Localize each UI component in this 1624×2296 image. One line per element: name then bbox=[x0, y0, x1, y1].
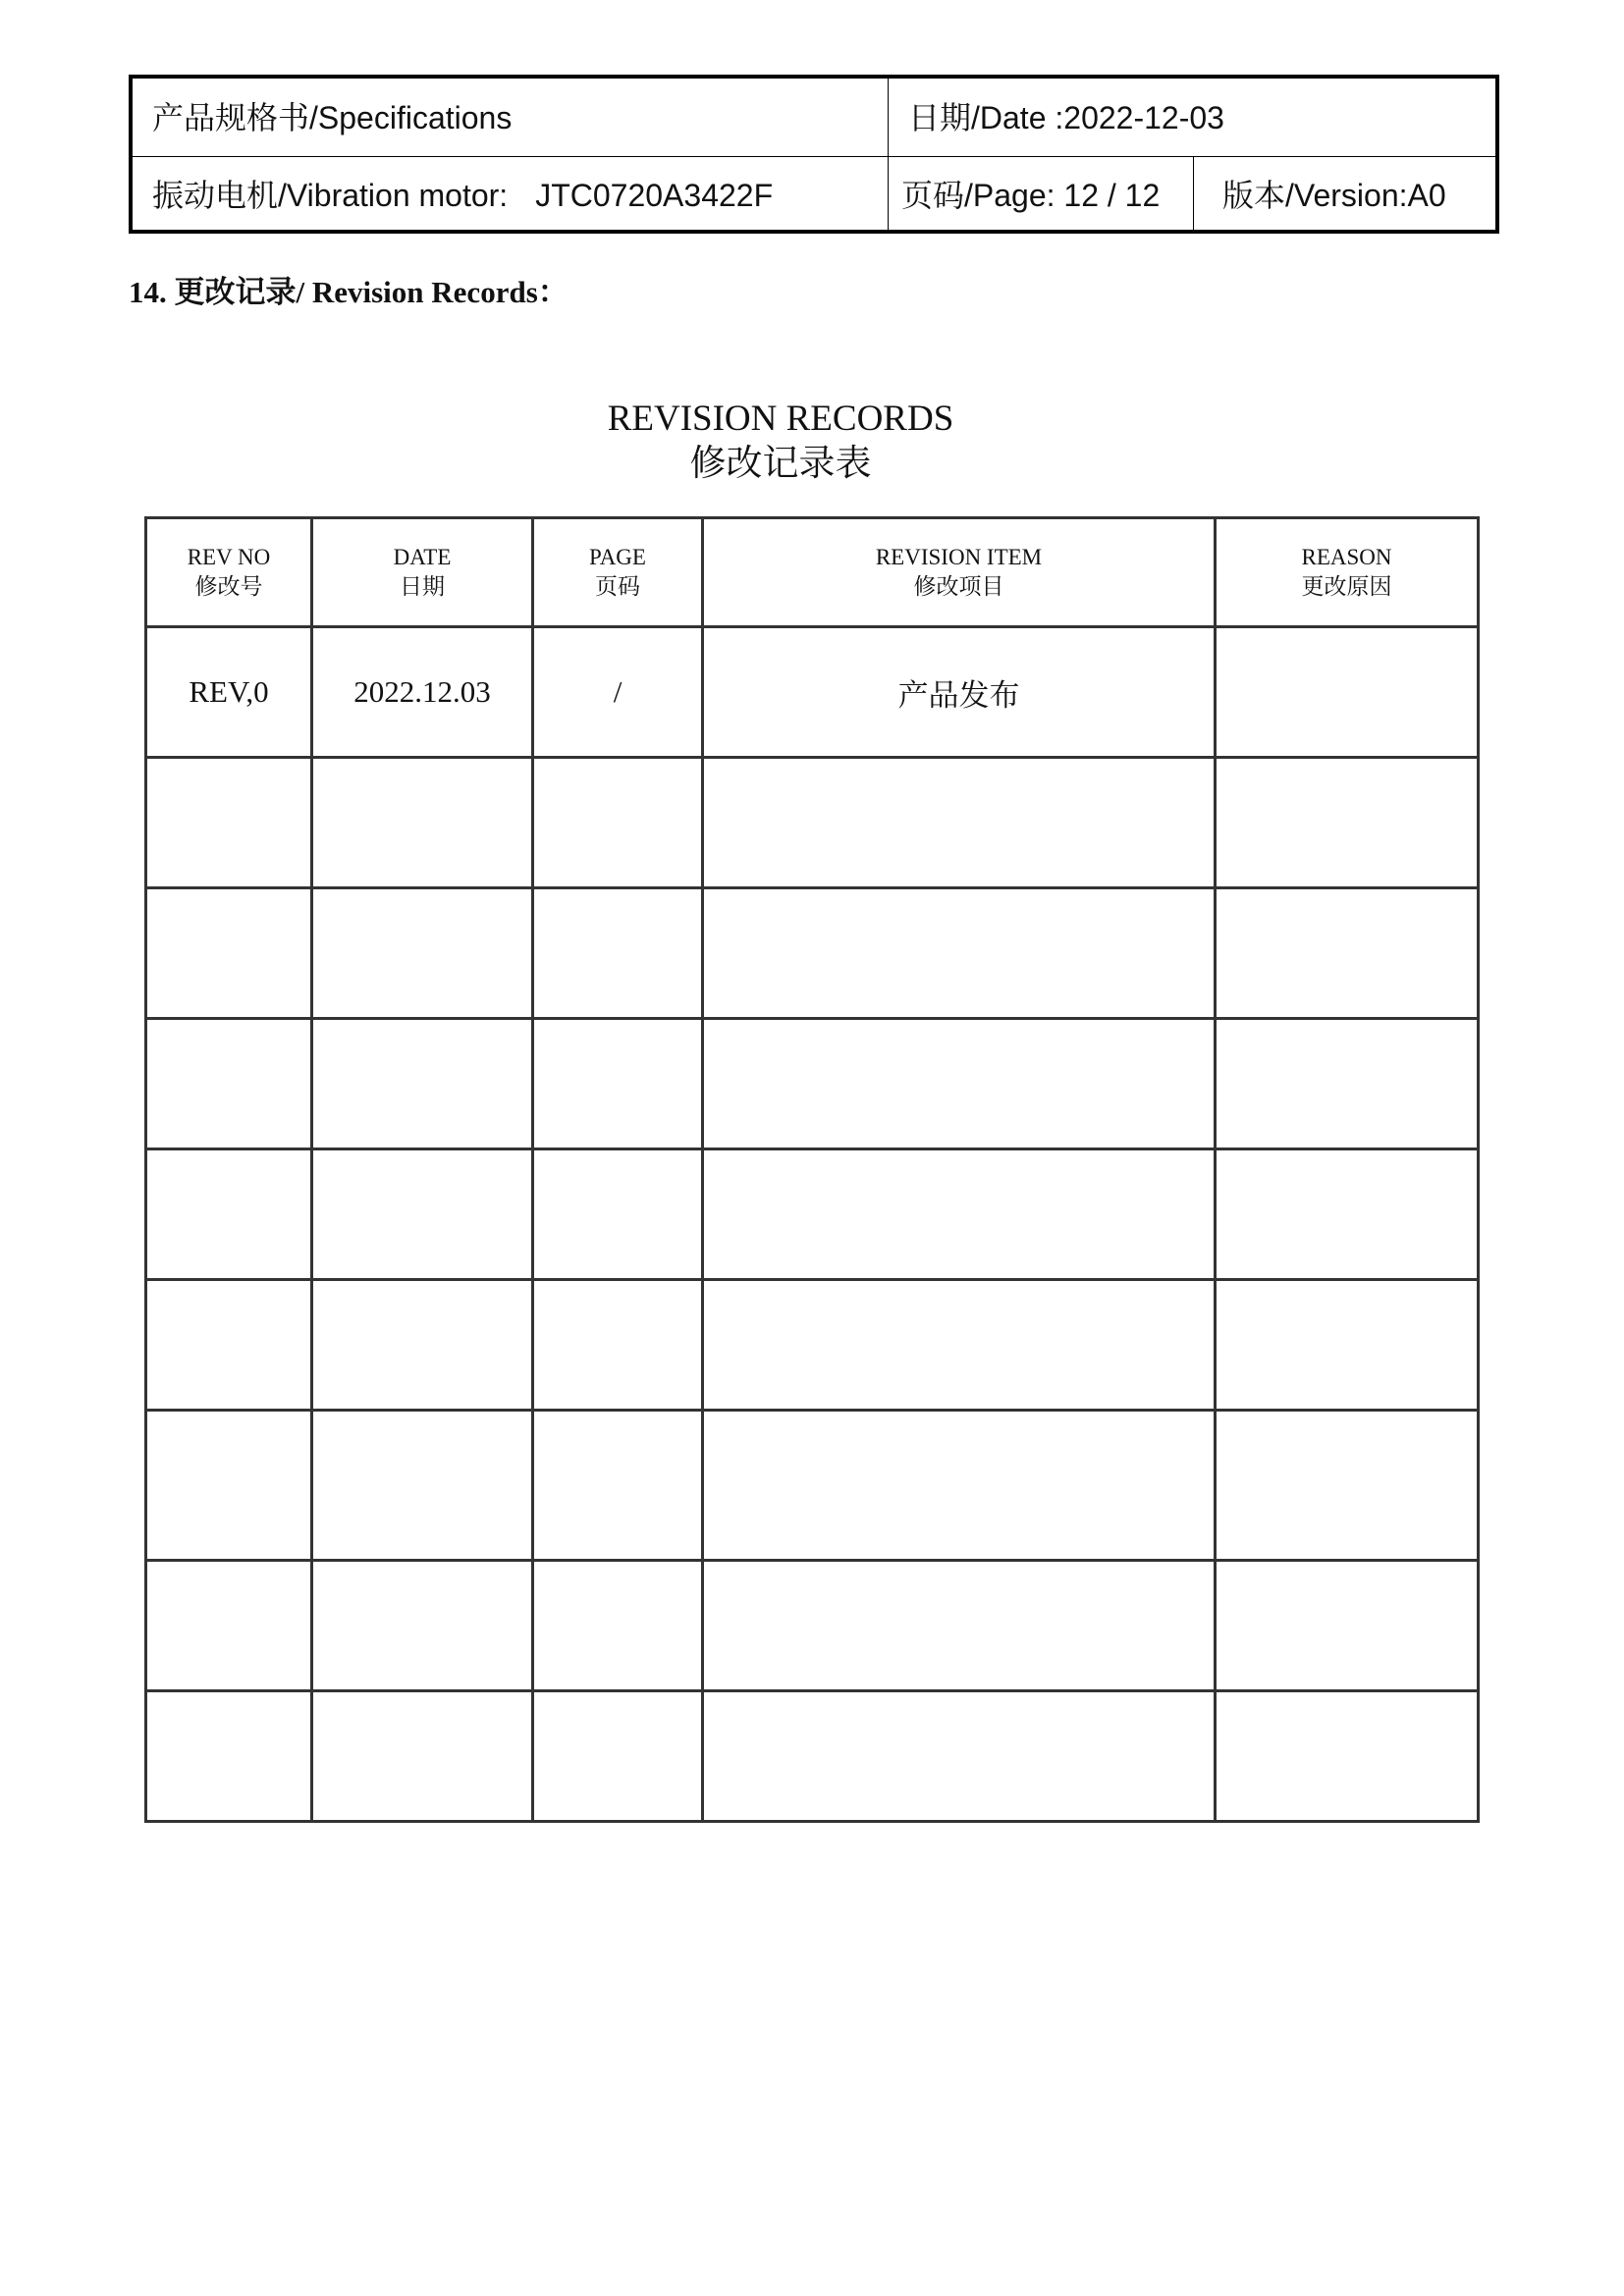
cell-rev-no bbox=[146, 1691, 312, 1822]
cell-revision-item bbox=[703, 1691, 1216, 1822]
table-title bbox=[0, 397, 1561, 487]
header-rev-no: REV NO 修改号 bbox=[146, 518, 312, 627]
table-title-cn: 修改记录表 bbox=[689, 444, 872, 484]
revision-table bbox=[144, 516, 1480, 1823]
cell-page bbox=[533, 1561, 703, 1691]
header-divider-vertical bbox=[888, 79, 889, 230]
date-label: 日期/Date :2022-12-03 bbox=[908, 100, 1224, 135]
cell-date: 2022.12.03 bbox=[312, 627, 533, 758]
cell-revision-item bbox=[703, 1411, 1216, 1561]
cell-revision-item bbox=[703, 1019, 1216, 1149]
cell-revision-item bbox=[703, 758, 1216, 888]
motor-model: JTC0720A3422F bbox=[535, 178, 774, 213]
cell-page bbox=[533, 1280, 703, 1411]
table-row bbox=[146, 758, 1479, 888]
cell-date bbox=[312, 1411, 533, 1561]
cell-date bbox=[312, 1280, 533, 1411]
document-header bbox=[129, 75, 1499, 234]
header-revision-item: REVISION ITEM 修改项目 bbox=[703, 518, 1216, 627]
cell-rev-no bbox=[146, 1019, 312, 1149]
cell-reason bbox=[1216, 1280, 1479, 1411]
cell-rev-no bbox=[146, 1149, 312, 1280]
cell-date bbox=[312, 1019, 533, 1149]
cell-revision-item bbox=[703, 888, 1216, 1019]
cell-page bbox=[533, 1691, 703, 1822]
table-row bbox=[146, 1411, 1479, 1561]
cell-reason bbox=[1216, 627, 1479, 758]
cell-revision-item: 产品发布 bbox=[703, 627, 1216, 758]
table-title-en: REVISION RECORDS bbox=[607, 399, 954, 439]
cell-rev-no bbox=[146, 1561, 312, 1691]
cell-reason bbox=[1216, 1019, 1479, 1149]
cell-date bbox=[312, 1561, 533, 1691]
page-label: 页码/Page: 12 / 12 bbox=[901, 178, 1161, 213]
cell-date bbox=[312, 1691, 533, 1822]
cell-date bbox=[312, 758, 533, 888]
cell-date bbox=[312, 1149, 533, 1280]
cell-rev-no bbox=[146, 758, 312, 888]
cell-reason bbox=[1216, 1411, 1479, 1561]
spec-label: 产品规格书/Specifications bbox=[152, 100, 513, 135]
table-row bbox=[146, 888, 1479, 1019]
cell-page bbox=[533, 1411, 703, 1561]
cell-reason bbox=[1216, 758, 1479, 888]
cell-reason bbox=[1216, 1149, 1479, 1280]
cell-reason bbox=[1216, 1561, 1479, 1691]
cell-page bbox=[533, 758, 703, 888]
motor-type: 振动电机/Vibration motor: bbox=[152, 178, 509, 213]
cell-rev-no bbox=[146, 888, 312, 1019]
header-date: DATE 日期 bbox=[312, 518, 533, 627]
header-page: PAGE 页码 bbox=[533, 518, 703, 627]
motor-label bbox=[152, 180, 773, 211]
header-divider-horizontal bbox=[133, 156, 1495, 157]
table-row bbox=[146, 1149, 1479, 1280]
cell-date bbox=[312, 888, 533, 1019]
cell-reason bbox=[1216, 888, 1479, 1019]
header-reason: REASON 更改原因 bbox=[1216, 518, 1479, 627]
section-title: 14. 更改记录/ Revision Records： bbox=[129, 275, 568, 309]
cell-page bbox=[533, 1019, 703, 1149]
cell-revision-item bbox=[703, 1280, 1216, 1411]
cell-reason bbox=[1216, 1691, 1479, 1822]
table-row bbox=[146, 1019, 1479, 1149]
table-row bbox=[146, 627, 1479, 758]
cell-page bbox=[533, 1149, 703, 1280]
table-header-row bbox=[146, 518, 1479, 627]
table-row bbox=[146, 1280, 1479, 1411]
cell-page: / bbox=[533, 627, 703, 758]
table-row bbox=[146, 1691, 1479, 1822]
cell-page bbox=[533, 888, 703, 1019]
table-body bbox=[146, 627, 1479, 1822]
cell-rev-no bbox=[146, 1411, 312, 1561]
cell-revision-item bbox=[703, 1149, 1216, 1280]
table-row bbox=[146, 1561, 1479, 1691]
version-label: 版本/Version:A0 bbox=[1222, 178, 1446, 213]
cell-rev-no: REV,0 bbox=[146, 627, 312, 758]
cell-revision-item bbox=[703, 1561, 1216, 1691]
cell-rev-no bbox=[146, 1280, 312, 1411]
header-divider-vertical-2 bbox=[1193, 156, 1194, 230]
